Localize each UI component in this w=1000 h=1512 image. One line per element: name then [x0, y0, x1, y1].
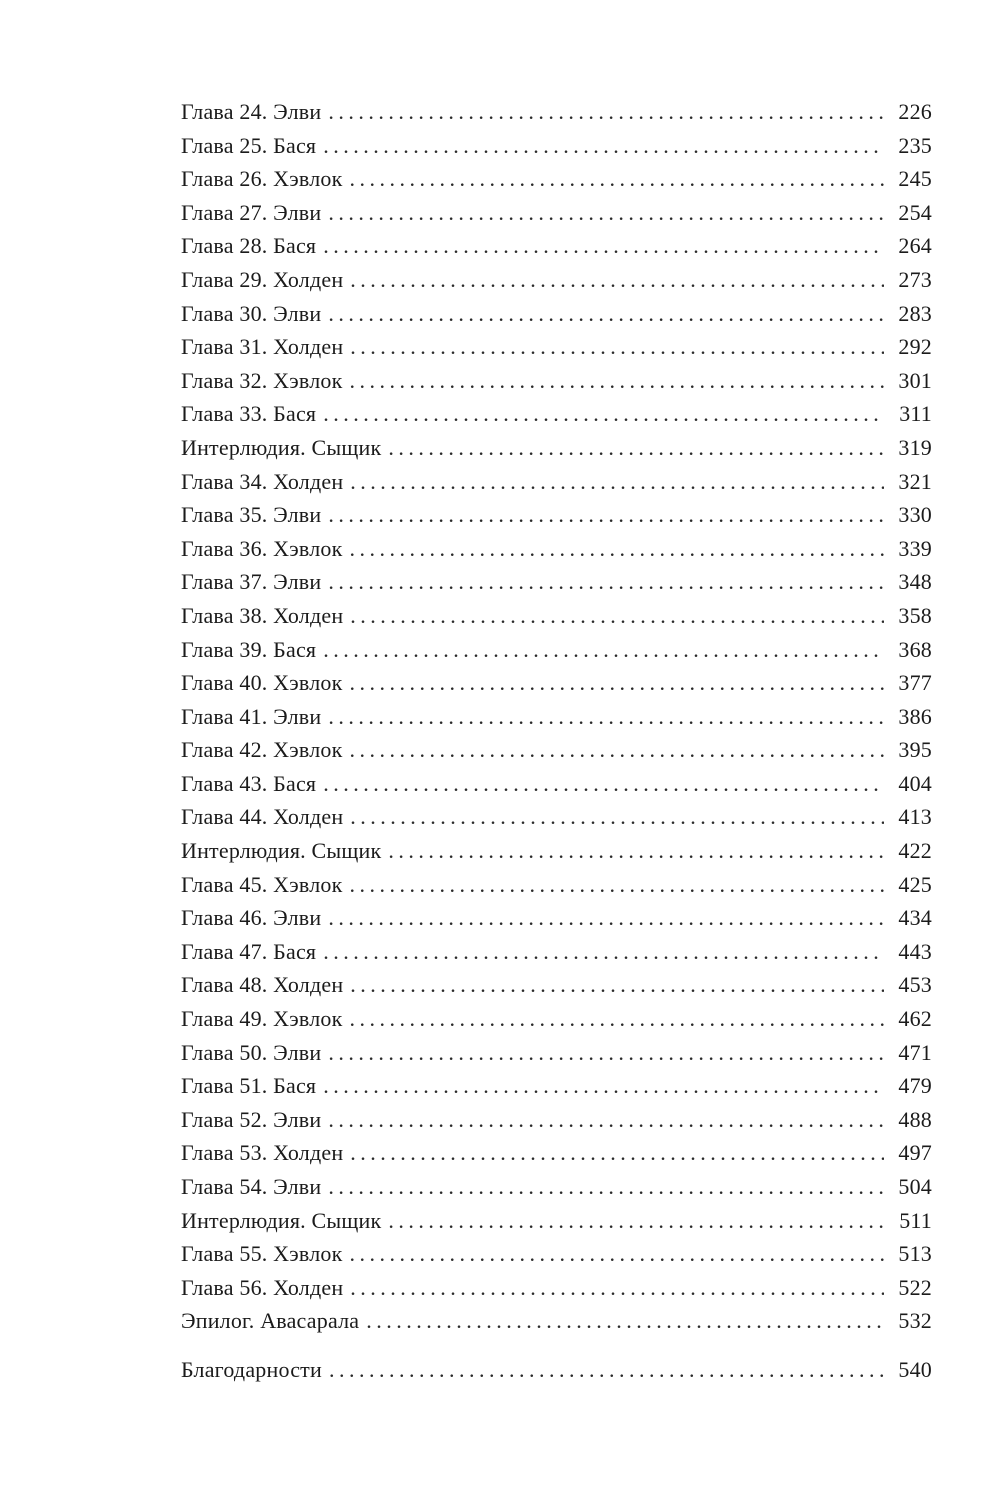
toc-entry-page-number: 522	[898, 1274, 932, 1300]
toc-entry-title: Интерлюдия. Сыщик	[181, 1207, 382, 1233]
toc-entry[interactable]	[181, 868, 932, 902]
toc-entry[interactable]	[181, 1170, 932, 1204]
toc-entry-page-number: 404	[898, 770, 932, 796]
toc-entry[interactable]	[181, 1204, 932, 1238]
toc-entry[interactable]	[181, 1271, 932, 1305]
toc-entry-title: Интерлюдия. Сыщик	[181, 838, 382, 864]
toc-entry-page-number: 425	[898, 871, 932, 897]
toc-entry-title: Глава 37. Элви	[181, 569, 322, 595]
toc-entry[interactable]	[181, 800, 932, 834]
toc-entry-page-number: 254	[898, 199, 932, 225]
toc-entry-title: Глава 44. Холден	[181, 804, 344, 830]
toc-entry-page-number: 321	[898, 468, 932, 494]
toc-entry[interactable]	[181, 1304, 932, 1338]
dot-leader	[328, 700, 884, 734]
toc-entry-page-number: 488	[898, 1106, 932, 1132]
toc-entry-page-number: 273	[898, 266, 932, 292]
toc-entry-title: Глава 52. Элви	[181, 1106, 322, 1132]
toc-entry-page-number: 264	[898, 233, 932, 259]
dot-leader	[328, 95, 884, 129]
toc-entry-page-number: 311	[899, 401, 932, 427]
toc-entry-title: Глава 26. Хэвлок	[181, 166, 343, 192]
dot-leader	[349, 868, 884, 902]
dot-leader	[349, 532, 884, 566]
toc-entry[interactable]	[181, 1136, 932, 1170]
toc-entry-page-number: 443	[898, 938, 932, 964]
dot-leader	[323, 129, 884, 163]
toc-entry[interactable]	[181, 330, 932, 364]
toc-entry-title: Глава 27. Элви	[181, 199, 322, 225]
toc-entry-title: Интерлюдия. Сыщик	[181, 434, 382, 460]
toc-entry[interactable]	[181, 767, 932, 801]
dot-leader	[349, 1237, 884, 1271]
dot-leader	[349, 364, 884, 398]
toc-entry[interactable]	[181, 397, 932, 431]
toc-entry-page-number: 511	[899, 1207, 932, 1233]
toc-entry[interactable]	[181, 229, 932, 263]
toc-entry[interactable]	[181, 901, 932, 935]
toc-entry[interactable]	[181, 162, 932, 196]
toc-entry-page-number: 479	[898, 1073, 932, 1099]
toc-entry-page-number: 377	[898, 670, 932, 696]
toc-entry[interactable]	[181, 834, 932, 868]
toc-entry-title: Глава 35. Элви	[181, 502, 322, 528]
toc-entry-page-number: 319	[898, 434, 932, 460]
dot-leader	[349, 162, 884, 196]
toc-entry[interactable]	[181, 1036, 932, 1070]
dot-leader	[350, 800, 884, 834]
dot-leader	[388, 834, 884, 868]
toc-entry-page-number: 245	[898, 166, 932, 192]
toc-entry-title: Глава 40. Хэвлок	[181, 670, 343, 696]
dot-leader	[328, 297, 884, 331]
toc-entry-title: Благодарности	[181, 1356, 322, 1382]
toc-entry[interactable]	[181, 1353, 932, 1387]
toc-entry-title: Глава 46. Элви	[181, 905, 322, 931]
toc-entry[interactable]	[181, 196, 932, 230]
toc-entry-title: Глава 54. Элви	[181, 1174, 322, 1199]
dot-leader	[323, 229, 884, 263]
dot-leader	[350, 1271, 884, 1305]
toc-entry[interactable]	[181, 297, 932, 331]
toc-entry[interactable]	[181, 666, 932, 700]
toc-entry-title: Эпилог. Авасарала	[181, 1308, 360, 1334]
dot-leader	[349, 733, 884, 767]
toc-entry-title: Глава 36. Хэвлок	[181, 535, 343, 561]
toc-entry[interactable]	[181, 700, 932, 734]
toc-entry-page-number: 358	[898, 602, 932, 628]
toc-entry-page-number: 422	[898, 838, 932, 864]
toc-entry-title: Глава 53. Холден	[181, 1140, 344, 1166]
toc-entry-page-number: 283	[898, 300, 932, 326]
toc-entry-title: Глава 55. Хэвлок	[181, 1241, 343, 1267]
toc-entry[interactable]	[181, 263, 932, 297]
toc-entry-page-number: 292	[898, 334, 932, 360]
dot-leader	[388, 431, 884, 465]
dot-leader	[350, 330, 884, 364]
toc-entry[interactable]	[181, 633, 932, 667]
toc-entry-page-number: 395	[898, 737, 932, 763]
table-of-contents	[181, 95, 932, 1387]
toc-entry-page-number: 339	[898, 535, 932, 561]
dot-leader	[349, 1002, 884, 1036]
dot-leader	[328, 1170, 884, 1204]
toc-entry[interactable]	[181, 532, 932, 566]
toc-entry[interactable]	[181, 364, 932, 398]
toc-entry[interactable]	[181, 1002, 932, 1036]
toc-entry-page-number: 462	[898, 1006, 932, 1032]
toc-entry-title: Глава 30. Элви	[181, 300, 322, 326]
dot-leader	[349, 666, 884, 700]
toc-entry-page-number: 453	[898, 972, 932, 998]
toc-entry-title: Глава 29. Холден	[181, 266, 344, 292]
toc-entry[interactable]	[181, 95, 932, 129]
toc-entry[interactable]	[181, 498, 932, 532]
toc-entry[interactable]	[181, 733, 932, 767]
dot-leader	[350, 1136, 884, 1170]
toc-entry-title: Глава 25. Бася	[181, 132, 317, 158]
dot-leader	[328, 1036, 884, 1070]
dot-leader	[328, 565, 884, 599]
dot-leader	[350, 599, 884, 633]
dot-leader	[366, 1304, 884, 1338]
dot-leader	[328, 901, 884, 935]
toc-entry[interactable]	[181, 968, 932, 1002]
toc-entry-page-number: 513	[898, 1241, 932, 1267]
toc-entry-page-number: 226	[898, 99, 932, 124]
toc-entry[interactable]	[181, 565, 932, 599]
toc-entry-page-number: 368	[898, 636, 932, 662]
toc-entry-title: Глава 39. Бася	[181, 636, 317, 662]
toc-entry-title: Глава 32. Хэвлок	[181, 367, 343, 393]
dot-leader	[323, 397, 884, 431]
toc-entry[interactable]	[181, 465, 932, 499]
toc-entry[interactable]	[181, 599, 932, 633]
toc-entry-title: Глава 28. Бася	[181, 233, 317, 259]
toc-entry-title: Глава 50. Элви	[181, 1039, 322, 1065]
dot-leader	[328, 196, 884, 230]
toc-entry-title: Глава 48. Холден	[181, 972, 344, 998]
toc-entry-page-number: 386	[898, 703, 932, 729]
toc-entry[interactable]	[181, 1103, 932, 1137]
toc-entry-title: Глава 47. Бася	[181, 938, 317, 964]
dot-leader	[329, 1353, 884, 1387]
toc-entry[interactable]	[181, 935, 932, 969]
toc-entry-page-number: 434	[898, 905, 932, 931]
toc-entry-title: Глава 56. Холден	[181, 1274, 344, 1300]
toc-entry-title: Глава 49. Хэвлок	[181, 1006, 343, 1032]
toc-entry-page-number: 330	[898, 502, 932, 528]
toc-entry-page-number: 348	[898, 569, 932, 595]
dot-leader	[350, 263, 884, 297]
dot-leader	[323, 935, 884, 969]
toc-entry-title: Глава 33. Бася	[181, 401, 317, 427]
toc-entry[interactable]	[181, 1237, 932, 1271]
toc-entry-title: Глава 51. Бася	[181, 1073, 317, 1099]
dot-leader	[350, 465, 884, 499]
dot-leader	[323, 633, 884, 667]
toc-entry-title: Глава 45. Хэвлок	[181, 871, 343, 897]
dot-leader	[350, 968, 884, 1002]
toc-entry-page-number: 235	[898, 132, 932, 158]
toc-entry[interactable]	[181, 129, 932, 163]
toc-entry-page-number: 540	[898, 1356, 932, 1382]
dot-leader	[328, 1103, 884, 1137]
toc-entry[interactable]	[181, 431, 932, 465]
dot-leader	[323, 1069, 884, 1103]
toc-entry-page-number: 301	[898, 367, 932, 393]
toc-entry-page-number: 532	[898, 1308, 932, 1334]
toc-entry-page-number: 504	[898, 1174, 932, 1199]
toc-entry-page-number: 497	[898, 1140, 932, 1166]
toc-entry-title: Глава 31. Холден	[181, 334, 344, 360]
toc-entry-page-number: 471	[898, 1039, 932, 1065]
dot-leader	[323, 767, 884, 801]
toc-entry-title: Глава 24. Элви	[181, 99, 322, 124]
toc-entry-title: Глава 41. Элви	[181, 703, 322, 729]
toc-entry-page-number: 413	[898, 804, 932, 830]
toc-entry-title: Глава 34. Холден	[181, 468, 344, 494]
toc-entry-title: Глава 42. Хэвлок	[181, 737, 343, 763]
dot-leader	[328, 498, 884, 532]
dot-leader	[388, 1204, 884, 1238]
toc-entry[interactable]	[181, 1069, 932, 1103]
toc-entry-title: Глава 38. Холден	[181, 602, 344, 628]
toc-entry-title: Глава 43. Бася	[181, 770, 317, 796]
